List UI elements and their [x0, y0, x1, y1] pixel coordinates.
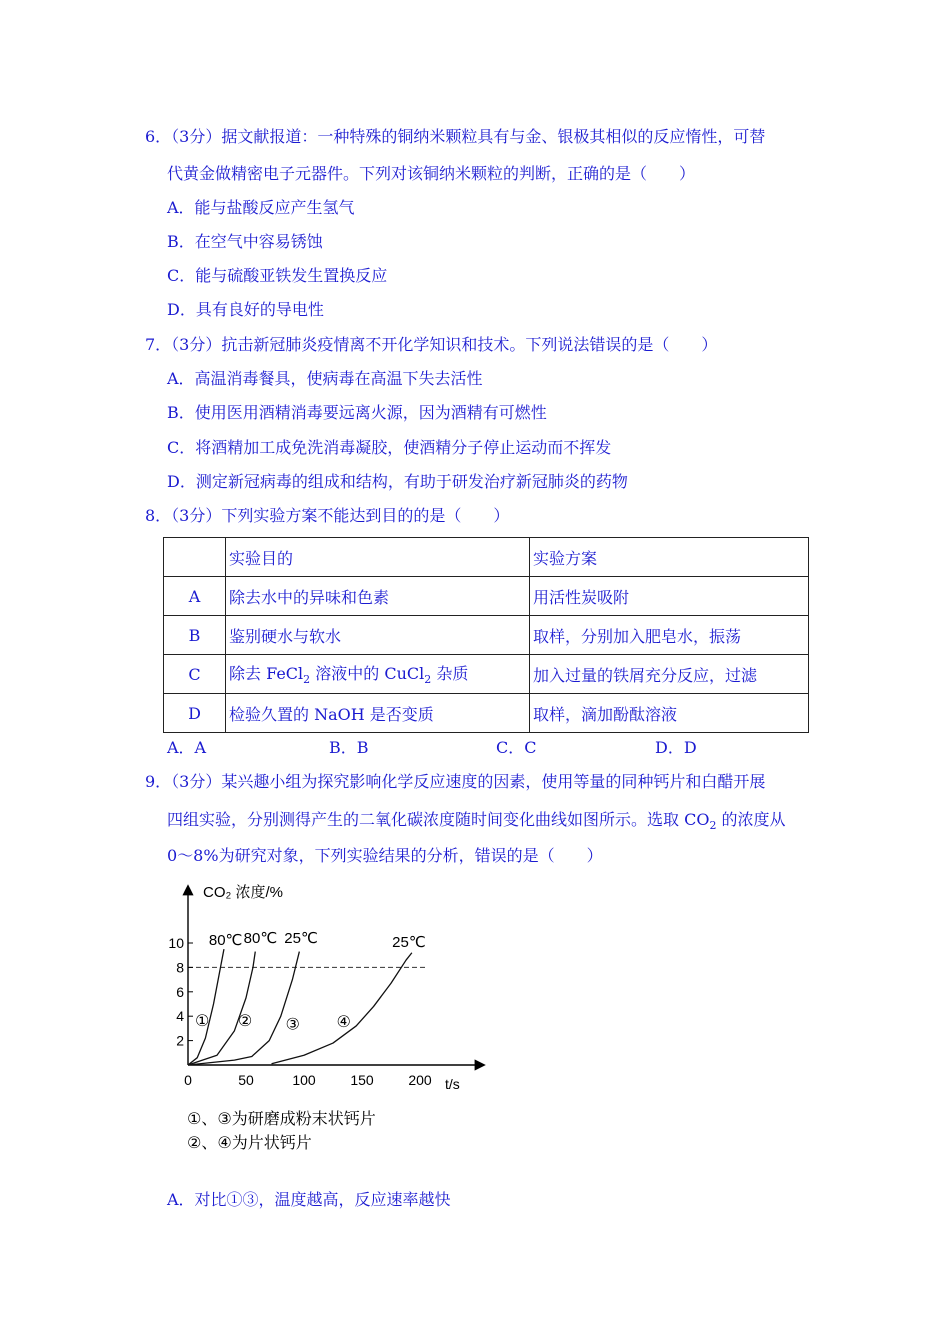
q8-stem: 8．（3分）下列实验方案不能达到目的的是（ ）	[145, 506, 510, 525]
table-header-row	[164, 538, 809, 577]
series-curve	[188, 949, 224, 1065]
row-plan: 加入过量的铁屑充分反应，过滤	[530, 655, 809, 694]
row-goal	[226, 655, 530, 694]
x-axis-label: t/s	[445, 1076, 460, 1092]
y-axis-label: CO₂ 浓度/%	[203, 884, 283, 901]
y-tick-label: 8	[176, 959, 184, 976]
co2-subscript: 2	[709, 819, 717, 833]
series-curve	[188, 952, 299, 1065]
q7-option-b: B．使用医用酒精消毒要远离火源，因为酒精有可燃性	[167, 403, 547, 422]
q6-option-d: D．具有良好的导电性	[167, 300, 324, 319]
x-tick-label: 150	[350, 1072, 374, 1088]
table-row	[164, 577, 809, 616]
q7-option-d: D．测定新冠病毒的组成和结构，有助于研发治疗新冠肺炎的药物	[167, 472, 628, 491]
table-row	[164, 655, 809, 694]
x-tick-label: 0	[184, 1072, 192, 1088]
row-letter: C	[164, 655, 226, 694]
row-plan: 取样，分别加入肥皂水，振荡	[530, 616, 809, 655]
row-goal: 鉴别硬水与软水	[226, 616, 530, 655]
row-letter: A	[164, 577, 226, 616]
table-corner-cell	[164, 538, 226, 577]
series-curve	[188, 952, 255, 1065]
row-letter: D	[164, 694, 226, 733]
q9-line2-post: 的浓度从	[716, 810, 786, 829]
chart-curves	[188, 949, 412, 1065]
table-row	[164, 694, 809, 733]
header-goal: 实验目的	[226, 538, 530, 577]
experiment-table	[163, 537, 809, 733]
row-letter: B	[164, 616, 226, 655]
table-row	[164, 616, 809, 655]
series-name-label: ③	[285, 1016, 300, 1034]
q7-option-a: A．高温消毒餐具，使病毒在高温下失去活性	[167, 369, 483, 388]
q7-option-c: C．将酒精加工成免洗消毒凝胶，使酒精分子停止运动而不挥发	[167, 438, 612, 457]
chart-note-1: ①、③为研磨成粉末状钙片	[187, 1109, 376, 1128]
row-plan: 取样，滴加酚酞溶液	[530, 694, 809, 733]
q8-option-d: D．D	[655, 738, 697, 757]
chart-axes	[188, 887, 483, 1065]
goal-text-pre: 除去 FeCl	[229, 664, 304, 684]
goal-text-mid: 溶液中的 CuCl	[310, 664, 425, 684]
y-tick-label: 10	[168, 935, 184, 951]
series-name-label: ②	[237, 1012, 253, 1030]
row-goal: 除去水中的异味和色素	[226, 577, 530, 616]
goal-subscript: 2	[303, 673, 311, 687]
q6-stem-line1: 6．（3分）据文献报道：一种特殊的铜纳米颗粒具有与金、银极其相似的反应惰性，可替	[145, 127, 766, 146]
q9-line2-pre: 四组实验，分别测得产生的二氧化碳浓度随时间变化曲线如图所示。选取 CO	[167, 810, 710, 829]
x-tick-label: 100	[292, 1072, 316, 1088]
q9-stem-line3: 0～8%为研究对象，下列实验结果的分析，错误的是（ ）	[167, 846, 603, 865]
q6-option-b: B．在空气中容易锈蚀	[167, 232, 323, 251]
x-tick-label: 50	[238, 1072, 254, 1088]
q9-option-a: A．对比①③，温度越高，反应速率越快	[167, 1190, 451, 1209]
q8-option-a: A．A	[167, 738, 207, 757]
series-temperature-label: 25℃	[392, 934, 426, 951]
x-tick-label: 200	[408, 1072, 432, 1088]
goal-subscript: 2	[424, 673, 432, 687]
goal-text-post: 杂质	[431, 664, 469, 684]
q9-stem-line1: 9．（3分）某兴趣小组为探究影响化学反应速度的因素，使用等量的同种钙片和白醋开展	[145, 772, 766, 791]
q6-option-c: C．能与硫酸亚铁发生置换反应	[167, 266, 388, 285]
q7-stem: 7．（3分）抗击新冠肺炎疫情离不开化学知识和技术。下列说法错误的是（ ）	[145, 335, 718, 354]
row-goal: 检验久置的 NaOH 是否变质	[226, 694, 530, 733]
header-plan: 实验方案	[530, 538, 809, 577]
y-tick-label: 6	[176, 983, 184, 1000]
series-temperature-label: 80℃	[208, 932, 243, 949]
series-temperature-label: 80℃	[243, 930, 278, 947]
chart-note-2: ②、④为片状钙片	[187, 1133, 312, 1152]
series-curve	[272, 953, 412, 1064]
q8-option-b: B．B	[329, 738, 369, 757]
y-tick-label: 4	[176, 1008, 184, 1025]
row-plan: 用活性炭吸附	[530, 577, 809, 616]
q8-option-c: C．C	[496, 738, 537, 757]
series-name-label: ④	[336, 1014, 351, 1032]
q6-stem-line2: 代黄金做精密电子元器件。下列对该铜纳米颗粒的判断，正确的是（ ）	[167, 164, 696, 183]
q6-option-a: A．能与盐酸反应产生氢气	[167, 198, 355, 217]
series-name-label: ①	[194, 1012, 210, 1030]
q9-stem-line2	[167, 810, 786, 836]
y-tick-label: 2	[176, 1032, 184, 1049]
series-temperature-label: 25℃	[284, 930, 318, 947]
